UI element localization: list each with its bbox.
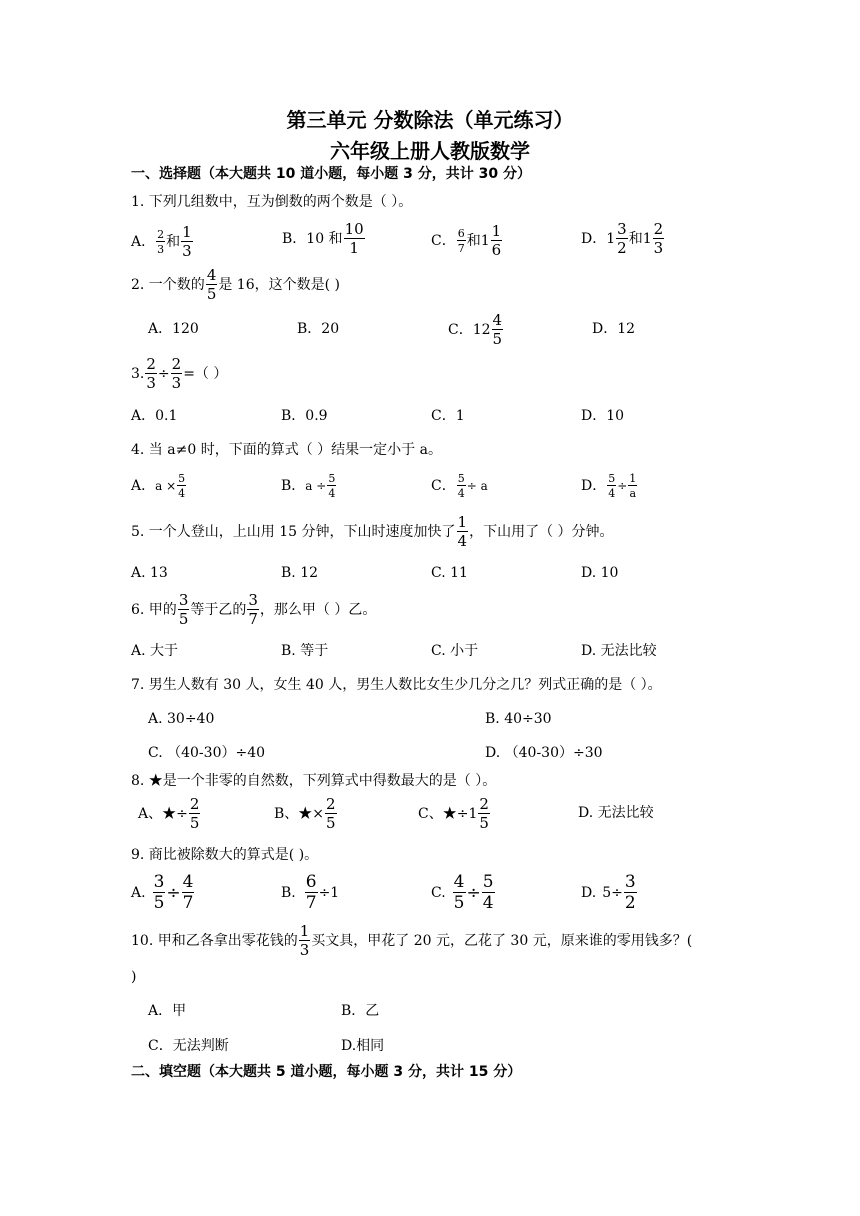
fraction-denominator: 4 xyxy=(457,532,468,550)
fraction-denominator: 4 xyxy=(178,487,186,500)
fraction-numerator: 5 xyxy=(608,472,616,485)
fraction xyxy=(628,473,637,499)
q5-option-b: B. 12 xyxy=(281,565,319,581)
fraction-numerator: 1 xyxy=(629,472,637,485)
fraction-numerator: 3 xyxy=(248,591,258,609)
q10-option-b: B．乙 xyxy=(341,1003,380,1019)
q4-option-b xyxy=(281,473,337,499)
fraction-denominator: 4 xyxy=(608,487,616,500)
fraction xyxy=(189,797,201,831)
fraction-numerator: 1 xyxy=(299,922,310,940)
question-10-close-paren: ) xyxy=(131,969,137,985)
fraction xyxy=(182,874,195,912)
inline-text: C． xyxy=(431,478,456,494)
inline-text: ÷ xyxy=(166,882,181,903)
question-3-stem xyxy=(131,357,227,391)
fraction xyxy=(607,473,616,499)
inline-text: B． xyxy=(282,231,307,247)
q6-option-a: A. 大于 xyxy=(131,643,179,659)
inline-text: D． xyxy=(581,231,607,247)
inline-text: ÷ xyxy=(617,479,628,493)
fraction xyxy=(457,473,466,499)
q6-option-d: D. 无法比较 xyxy=(581,643,657,659)
q2-option-c xyxy=(448,313,504,347)
q4-option-c xyxy=(431,473,488,499)
fraction-denominator: 5 xyxy=(326,814,336,832)
question-8-stem: 8. ★是一个非零的自然数，下列算式中得数最大的是（ ）。 xyxy=(131,773,497,789)
inline-text: C. xyxy=(431,885,446,901)
fraction-denominator: 3 xyxy=(146,374,156,392)
q3-option-a: A．0.1 xyxy=(131,408,178,424)
inline-text: 5÷ xyxy=(602,885,623,901)
fraction-numerator: 2 xyxy=(479,795,489,813)
fraction-numerator: 4 xyxy=(182,872,194,892)
fraction xyxy=(653,222,665,256)
q9-option-d xyxy=(581,874,638,912)
fraction-denominator: 5 xyxy=(453,893,465,913)
fraction-denominator: 3 xyxy=(299,941,310,959)
fraction-denominator: 5 xyxy=(206,285,217,303)
fraction-denominator: 6 xyxy=(491,241,502,259)
fraction xyxy=(478,797,490,831)
q6-option-c: C. 小于 xyxy=(431,643,479,659)
inline-text: ÷ xyxy=(466,882,481,903)
q5-option-a: A. 13 xyxy=(131,565,168,581)
fraction-numerator: 3 xyxy=(178,591,189,609)
fraction-numerator: 4 xyxy=(492,311,503,329)
fraction-denominator: 5 xyxy=(178,610,189,628)
fraction-numerator: 3 xyxy=(153,872,165,892)
fraction-denominator: 2 xyxy=(624,893,636,913)
fraction-denominator: 3 xyxy=(653,239,664,257)
q4-option-a xyxy=(131,473,187,499)
inline-text: ÷ xyxy=(157,366,170,382)
inline-text: ，下山用了（ ）分钟。 xyxy=(469,524,614,540)
fraction-numerator: 2 xyxy=(189,795,200,813)
fraction-denominator: 4 xyxy=(328,487,336,500)
fraction xyxy=(492,313,504,347)
inline-text: 10 和 xyxy=(306,231,343,247)
fraction xyxy=(305,874,318,912)
fraction xyxy=(457,228,466,254)
fraction-denominator: 3 xyxy=(182,242,192,260)
fraction-numerator: 1 xyxy=(182,223,192,241)
fraction-numerator: 5 xyxy=(178,472,186,485)
fraction-denominator: 3 xyxy=(157,243,165,256)
inline-text: 2. 一个数的 xyxy=(131,277,205,293)
inline-text: 和 xyxy=(628,231,643,247)
fraction-numerator: 1 xyxy=(457,513,468,531)
q3-option-d: D．10 xyxy=(581,408,625,424)
fraction xyxy=(453,874,466,912)
question-10-stem xyxy=(131,924,692,958)
inline-text: A、★÷ xyxy=(138,806,188,822)
inline-text: 和 xyxy=(466,233,481,249)
inline-text: D． xyxy=(581,478,607,494)
page-subtitle: 六年级上册人教版数学 xyxy=(330,139,530,163)
q8-option-b xyxy=(274,797,338,831)
question-1-stem: 1. 下列几组数中，互为倒数的两个数是（ ）。 xyxy=(131,194,413,210)
fraction xyxy=(177,473,186,499)
q3-option-b: B．0.9 xyxy=(281,408,328,424)
fraction xyxy=(181,225,193,259)
inline-text: ÷ a xyxy=(466,479,488,493)
inline-text: 和 xyxy=(166,234,181,250)
fraction-numerator: 3 xyxy=(617,220,627,238)
fraction xyxy=(616,222,628,256)
q7-option-d: D. （40-30）÷30 xyxy=(485,745,603,761)
fraction-denominator: 1 xyxy=(349,239,359,257)
fraction-numerator: 2 xyxy=(146,355,156,373)
inline-text: B、★× xyxy=(274,806,325,822)
q1-option-a xyxy=(131,225,194,259)
fraction-numerator: 5 xyxy=(457,472,465,485)
q5-option-d: D. 10 xyxy=(581,565,619,581)
fraction xyxy=(156,229,165,255)
fraction xyxy=(325,797,337,831)
inline-text: a ÷ xyxy=(305,479,327,493)
fraction-numerator: 2 xyxy=(326,795,336,813)
q2-option-d: D．12 xyxy=(592,321,636,337)
inline-text: 是 16，这个数是( ) xyxy=(218,277,340,293)
fraction-denominator: 7 xyxy=(305,893,317,913)
fraction-numerator: 2 xyxy=(171,355,182,373)
fraction-denominator: 7 xyxy=(457,242,465,255)
inline-text: 1 xyxy=(606,231,616,247)
fraction-numerator: 1 xyxy=(491,222,502,240)
inline-text: 10. 甲和乙各拿出零花钱的 xyxy=(131,933,298,949)
fraction xyxy=(491,224,503,258)
fraction-numerator: 5 xyxy=(482,872,494,892)
q7-option-a: A. 30÷40 xyxy=(148,711,215,727)
question-9-stem: 9. 商比被除数大的算式是( )。 xyxy=(131,847,319,863)
inline-text: B． xyxy=(281,478,306,494)
fraction xyxy=(299,924,311,958)
page-title: 第三单元 分数除法（单元练习） xyxy=(286,108,574,132)
fraction xyxy=(145,357,157,391)
inline-text: 5. 一个人登山，上山用 15 分钟，下山时速度加快了 xyxy=(131,524,456,540)
inline-text: B. xyxy=(281,885,296,901)
fraction xyxy=(153,874,166,912)
q9-option-b xyxy=(281,874,339,912)
fraction-numerator: 4 xyxy=(206,266,217,284)
q8-option-d: D. 无法比较 xyxy=(578,805,654,821)
fraction xyxy=(327,473,336,499)
q1-option-d xyxy=(581,222,665,256)
fraction xyxy=(624,874,637,912)
q8-option-c xyxy=(418,797,491,831)
q8-option-a xyxy=(138,797,201,831)
fraction-denominator: 5 xyxy=(189,814,200,832)
fraction xyxy=(457,515,469,549)
q10-option-d: D.相同 xyxy=(341,1038,385,1054)
fraction xyxy=(206,268,218,302)
fraction-denominator: 7 xyxy=(248,610,258,628)
q3-option-c: C．1 xyxy=(431,408,465,424)
section-heading-choice: 一、选择题（本大题共 10 道小题，每小题 3 分，共计 30 分） xyxy=(131,166,531,182)
inline-text: C． xyxy=(448,322,473,338)
fraction-denominator: 5 xyxy=(153,893,165,913)
inline-text: ÷1 xyxy=(318,885,340,901)
inline-text: C、★÷1 xyxy=(418,806,478,822)
q10-option-c: C．无法判断 xyxy=(148,1038,229,1054)
q7-option-c: C. （40-30）÷40 xyxy=(148,745,266,761)
inline-text: ，那么甲（ ）乙。 xyxy=(259,602,377,618)
fraction-numerator: 4 xyxy=(453,872,465,892)
fraction xyxy=(178,593,190,627)
q2-option-b: B．20 xyxy=(297,321,340,337)
inline-text: 12 xyxy=(472,322,491,338)
fraction xyxy=(482,874,495,912)
fraction xyxy=(344,222,365,256)
inline-text: 6. 甲的 xyxy=(131,602,177,618)
q7-option-b: B. 40÷30 xyxy=(485,711,552,727)
fraction-numerator: 6 xyxy=(457,227,465,240)
fraction-denominator: 3 xyxy=(171,374,182,392)
inline-text: 买文具，甲花了 20 元，乙花了 30 元，原来谁的零用钱多？( xyxy=(311,933,693,949)
fraction xyxy=(171,357,183,391)
fraction-numerator: 5 xyxy=(328,472,336,485)
question-5-stem xyxy=(131,515,614,549)
section-heading-fill-blank: 二、填空题（本大题共 5 道小题，每小题 3 分，共计 15 分） xyxy=(131,1064,522,1080)
fraction-numerator: 10 xyxy=(344,220,364,238)
inline-text: 1 xyxy=(480,233,490,249)
fraction-numerator: 3 xyxy=(624,872,636,892)
q5-option-c: C. 11 xyxy=(431,565,468,581)
fraction-denominator: a xyxy=(629,487,637,500)
q2-option-a: A．120 xyxy=(148,321,199,337)
fraction-denominator: 4 xyxy=(482,893,494,913)
inline-text: C． xyxy=(431,233,456,249)
inline-text: a × xyxy=(155,479,177,493)
q10-option-a: A．甲 xyxy=(148,1003,187,1019)
inline-text: 3. xyxy=(131,366,145,382)
inline-text: 等于乙的 xyxy=(190,602,247,618)
question-4-stem: 4. 当 a≠0 时，下面的算式（ ）结果一定小于 a。 xyxy=(131,442,442,458)
inline-text: A. xyxy=(131,885,146,901)
inline-text: D. xyxy=(581,885,597,901)
fraction xyxy=(247,593,259,627)
q4-option-d xyxy=(581,473,638,499)
fraction-denominator: 2 xyxy=(617,239,627,257)
inline-text: =（ ） xyxy=(183,366,228,382)
inline-text: A． xyxy=(131,478,156,494)
fraction-denominator: 7 xyxy=(182,893,194,913)
fraction-denominator: 4 xyxy=(457,487,465,500)
q1-option-c xyxy=(431,224,503,258)
fraction-denominator: 5 xyxy=(479,814,489,832)
question-6-stem xyxy=(131,593,376,627)
fraction-numerator: 6 xyxy=(305,872,317,892)
inline-text: A． xyxy=(131,234,156,250)
question-2-stem xyxy=(131,268,340,302)
q1-option-b xyxy=(282,222,366,256)
fraction-numerator: 2 xyxy=(653,220,664,238)
inline-text: 1 xyxy=(642,231,652,247)
fraction-denominator: 5 xyxy=(492,330,503,348)
q9-option-a xyxy=(131,874,195,912)
q9-option-c xyxy=(431,874,496,912)
fraction-numerator: 2 xyxy=(157,228,165,241)
question-7-stem: 7. 男生人数有 30 人，女生 40 人，男生人数比女生少几分之几？列式正确的是（ ）。 xyxy=(131,677,662,693)
q6-option-b: B. 等于 xyxy=(281,643,329,659)
